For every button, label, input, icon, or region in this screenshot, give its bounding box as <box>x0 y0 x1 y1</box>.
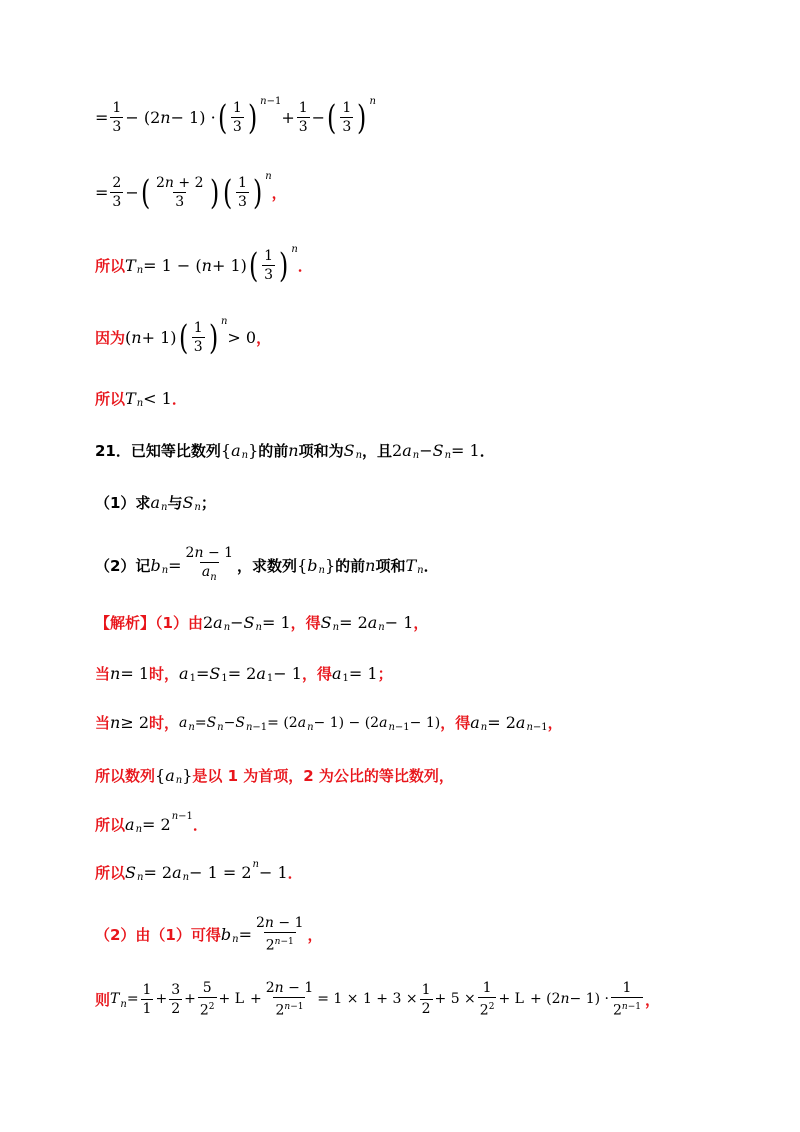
solution-geo: 所以数列 { a n } 是以 1 为首项，2 为公比的等比数列， <box>95 766 454 786</box>
period: ． <box>297 257 313 275</box>
solution-part2: （2）由（1）可得 b n = $\frac{2n - 1}{2^{n-1}}$ ， <box>95 915 323 954</box>
label-yinwei: 因为 <box>95 329 126 347</box>
solution-n1: 当 n = 1 时， a 1 = S 1 = 2 a 1 − 1 ，得 a 1 = 1 ； <box>95 664 393 684</box>
comma: ， <box>271 184 287 202</box>
label-suoyi: 所以 <box>95 390 126 408</box>
label-suoyi: 所以 <box>95 257 126 275</box>
comma: ， <box>256 329 272 347</box>
eq-line-1: = $\frac{1}{3}$ − (2 n − 1) · ( $\frac{1}{3}$ ) n−1 + $\frac{1}{3}$ − ( $\frac{1}{3}$ ) n <box>95 96 376 138</box>
solution-part1: 【解析】（1）由 2 a n − S n = 1 ，得 S n = 2 a n − 1 ， <box>95 613 429 633</box>
eq-line-3: 所以 T n = 1 − ( n + 1) ( $\frac{1}{3}$ ) n ． <box>95 244 313 286</box>
eq-line-2: = $\frac{2}{3}$ − ( $\frac{2n + 2}{3}$ ) ( $\frac{1}{3}$ ) n ， <box>95 171 287 213</box>
solution-tn: 则 T n = $\frac{1}{1}$ + $\frac{3}{2}$ + $\frac{5}{2^2}$ + L + $\frac{2n - 1}{2^{n-1}}$ = 1 × 1 + 3 × $\frac{1}{2}$ + 5 × $\frac{1}{2^2}$ + L + (2 n − 1) · $\frac{1}{2^{n-1}}$ ， <box>95 980 660 1019</box>
question-21-part2: （2）记 b n = $\frac{2n - 1}{a_n}$ ，求数列 { b n } 的前 n 项和 T n ． <box>95 545 439 586</box>
question-21: 21．已知等比数列 { a n } 的前 n 项和为 S n ，且 2 a n − S n = 1 ． <box>95 441 495 461</box>
question-21-part1: （1）求 a n 与 S n ； <box>95 493 216 513</box>
solution-n2: 当 n ≥ 2 时， a n = S n − S n−1 = (2 a n − 1) − (2 a n−1 − 1) ，得 a n = 2 a n−1 ， <box>95 713 563 733</box>
solution-an: 所以 a n = 2 n−1 ． <box>95 811 208 835</box>
eq-line-5: 所以 T n < 1 ． <box>95 389 187 409</box>
period: ． <box>171 390 187 408</box>
solution-sn: 所以 S n = 2 a n − 1 = 2 n − 1 ． <box>95 859 303 883</box>
eq-line-4: 因为 ( n + 1) ( $\frac{1}{3}$ ) n > 0 ， <box>95 316 272 358</box>
